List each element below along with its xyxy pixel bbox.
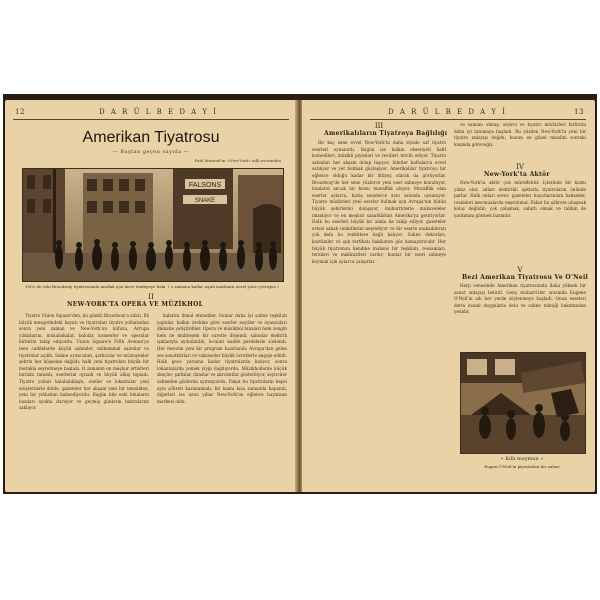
paragraph: Bir kaç sene evvel New-York'ta daha ziyade saf tiyatro eserleri oynanırdı. Bugün ise halkın ekseriyeti hafif komedileri, müzikli piyesleri ve revüleri tercih ediyor. Tiyatro salonları her akşam dolup taşıyor; biletler haftalarca evvel satılıyor ve yer bulmak güçleşiyor. Amerikalılar tiyatroyu bir eğlence olduğu kadar bir ihtiyaç olarak da görüyorlar. Broadway'de her sene yüzlerce yeni eser sahneye konuluyor, bunların ancak bir kısmı muvaffak oluyor. Muvaffak olan eserler aylarca, hatta senelerce aynı salonda oynanıyor. Tiyatro müdürleri yeni eserler bulmak için Avrupa'nın bütün büyük şehirlerini dolaşıyor, muharrirlerle mukaveleler imzalıyor ve en meşhur sanatkârları Amerika'ya getiriyorlar. Halk bu eserleri büyük bir alaka ile takip ediyor, gazeteler ertesi sabah tenkitlerini neşrediyor ve bir eserin mukadderatı çok defa bu tenkitlere bağlı kalıyor. Sahne dekorları, kostümler ve ışık tertibatı hakikaten göz kamaştırıcıdır. Her büyük tiyatronun kendine mahsus bir teşkilatı, ressamları, terzileri ve makinistleri vardır; bunlar bir eseri sahneye koymak için aylarca çalışırlar.	[312, 140, 446, 264]
header-rule	[310, 119, 586, 120]
sign-snake: SNAKE	[194, 198, 216, 204]
section-heading: Amerikalıların Tiyatroya Bağlılığı	[324, 130, 448, 137]
sign-falsons: FALSONS	[188, 182, 222, 189]
section-number: II	[148, 293, 154, 301]
paragraph: kalarını ihmal etmediler, bunlar daha iyi sahne teşkilatı yaptılar, halkın zevkine göre eserler seçtiler ve oyuncuları dikkatle yetiştirdiler. Opera ve müzikhol binaları hem zengin hem de muhteşem bir surette döşendi, salonlar elektrik ışıklarıyla aydınlatıldı, locaları kadife perdelerle süslendi. Her mevsim yeni bir program hazırlandı; Avrupa'dan gelen ses sanatkârları ve raksaseler büyük ücretlerle angaje edildi. Halk gece yarısına kadar tiyatrolarda kalıyor, sonra lokantalarda yemek yiyip dağılıyordu. Müzikhollerde küçük skeçler, şarkılar, danslar ve akrobatlar gösteriliyor, seyirciler sahneden gözlerini ayırmıyordu. Fakat bu tiyatroların hepsi aynı şöhreti kazanamadı; bir kısmı kısa zamanda kapandı, diğerleri ise uzun yıllar New-York'un eğlence hayatının merkezi oldu.	[157, 313, 287, 404]
section-heading: Bezi Amerikan Tiyatrosu Ve O'Neil	[462, 274, 589, 281]
right-column-1	[312, 140, 446, 488]
paragraph: Harp senesinde Amerikan tiyatrosunda daha yüksek bir sanat anlayışı belirdi. Genç muharrirler arasında Eugene O'Neil'in adı her yerde söylenmeye başladı. Onun eserleri derin insani duygularla dolu ve sahne tekniği bakımından yenidir.	[454, 283, 586, 315]
broadway-photo	[22, 168, 284, 282]
photo-caption-right: ( o zamana kadar siyah matbuatı nerel yöne çevirgen )	[168, 284, 279, 289]
header-rule	[13, 119, 289, 120]
page-number: 13	[574, 108, 584, 116]
right-column-2-mid	[454, 180, 586, 268]
byline: Paul Morand'ın «New-York» adlı eserinden	[194, 158, 281, 163]
stage-photo-title: « Kıllı maymun »	[500, 456, 544, 462]
right-column-2-top	[454, 122, 586, 162]
section-heading: NEW-YORK'TA OPERA VE MÜZİKHOL	[67, 301, 204, 308]
running-title: D A R Ü L B E D A Y İ	[388, 108, 508, 116]
page-number: 12	[15, 108, 25, 116]
section-number: V	[517, 266, 523, 274]
right-page	[302, 100, 595, 492]
stage-photo-caption: Eugen O'Neil'in piyesinden bir sahne	[484, 464, 560, 469]
left-column-1	[19, 313, 149, 487]
photo-caption-left: 1902 de eski Broadway tiyatrosunda mutlak için birer tenbiyeye bakı	[25, 284, 166, 289]
article-title: Amerikan Tiyatrosu	[82, 129, 220, 146]
running-title: D A R Ü L B E D A Y İ	[99, 108, 219, 116]
right-column-2-bottom	[454, 283, 586, 349]
left-page	[5, 100, 297, 492]
section-number: IV	[516, 163, 524, 171]
left-column-2	[157, 313, 287, 487]
article-subtitle: — Baştan geçen sayıda —	[112, 149, 190, 155]
section-heading: New-York'ta Aktör	[484, 171, 550, 178]
section-number: III	[374, 122, 384, 130]
paragraph: New-York'ta aktör çok müreffehtir. İçlerinde bir kısmı yıldız olur, adları elektrikli ışıklarla tiyatroların önünde parlar. Halk onları sever, gazeteler hayatlarından bahseder, resimleri mecmualarda neşrolunur. Fakat bu şöhrete ulaşmak kolay değildir; çok çalışmak, sabırlı olmak ve talihin de yardımını görmek lazımdır.	[454, 180, 586, 218]
paragraph: ve zamanı olmuş; seyirci ve tiyatro müdürleri birbirini daha iyi tanımaya başladı. Bu yüzden New-York'ta yeni bir tiyatro anlayışı doğdu; bunun en güzel misalini sonraki kısımda göreceğiz.	[454, 122, 586, 147]
stage-photo	[460, 352, 586, 454]
magazine-spread	[3, 94, 597, 494]
paragraph: Tiyatro Union Square'den, bu günkü Broadway'a sıfatı. İlk büyük mesgerindeki hayatı ve tiyatroları tiyatro yollarından sonra yeni zaman ve New-York'un nüfuzu, Avrupa yıldızlarını, müsabakalar, balolar, konserler ve operalar birbirini takip ediyordu. Union Square'e Fifth Avenue'ye inen caddelerde küçük sahneler, mükemmel salonlar ve tiyatrolar açıldı. Sahne oyuncuları, şarkıcılar ve müzisyenler şehrin her köşesine dağıldı; halk yeni tiyatroları büyük bir merakla seyretmeye başladı. O zamanın en meşhur artistleri burada tanındı, eserlerini oynadı ve büyük alkış topladı. Tiyatro yolları kalabalıklaştı, oteller ve lokantalar yeni müşterilerle doldu, gazeteler her akşam yeni bir temsilden, yeni bir yıldızdan bahsediyordu. Bugün bile eski binaların bazıları ayakta duruyor ve geçmiş günlerin hatıralarını saklıyor.	[19, 313, 149, 411]
